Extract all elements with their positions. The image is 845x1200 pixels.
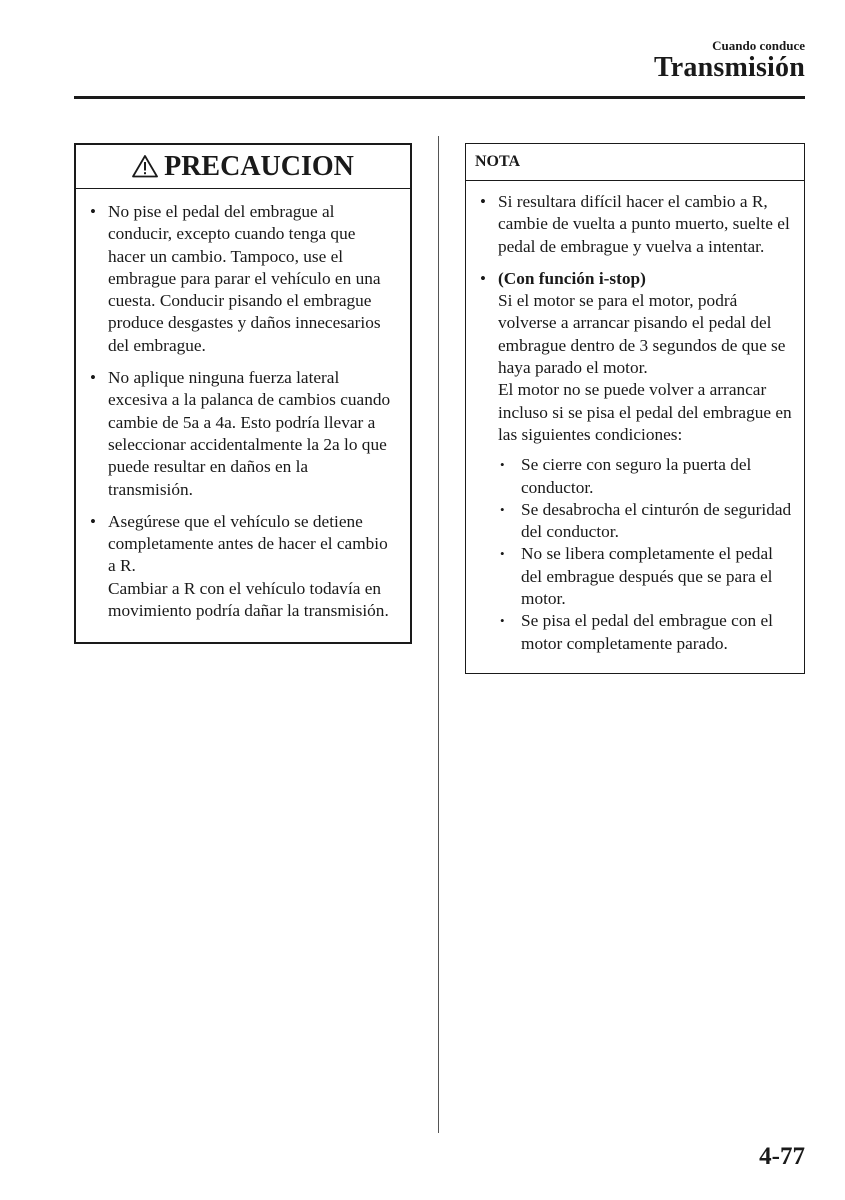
note-body xyxy=(466,181,804,673)
caution-item: • No pise el pedal del embrague al conducir, excepto cuando tenga que hacer un cambio. Tampoco, use el embrague para parar el vehículo en una cuesta. Conducir pisando el embrague produce desgastes y daños innecesarios del embrague. xyxy=(88,201,396,357)
section-name: Cuando conduce xyxy=(712,38,805,53)
caution-item-text: Cambiar a R con el vehículo todavía en movimiento podría dañar la transmisión. xyxy=(108,578,389,621)
note-item-title: • (Con función i-stop) xyxy=(498,268,646,288)
page-number: 4-77 xyxy=(759,1143,805,1170)
caution-body xyxy=(76,189,410,642)
note-subitem: • Se pisa el pedal del embrague con el motor completamente parado. xyxy=(498,610,794,655)
note-subitem: • Se desabrocha el cinturón de seguridad del conductor. xyxy=(498,499,794,544)
page-title: Transmisión xyxy=(653,52,805,83)
column-divider xyxy=(438,136,439,1133)
note-item xyxy=(478,268,794,655)
note-item: • Si resultara difícil hacer el cambio a R, cambie de vuelta a punto muerto, suelte el pedal de embrague y vuelva a intentar. xyxy=(478,191,794,258)
caution-title: PRECAUCION xyxy=(164,150,354,182)
caution-box xyxy=(74,143,412,644)
note-header: NOTA xyxy=(466,144,804,181)
note-item-text: Si el motor se para el motor, podrá volverse a arrancar pisando el pedal del embrague dentro de 3 segundos de que se haya parado el motor. xyxy=(498,291,786,378)
warning-triangle-icon xyxy=(132,154,158,178)
note-subitem: • Se cierre con seguro la puerta del conductor. xyxy=(498,454,794,499)
note-box xyxy=(465,143,805,674)
note-subitem: • No se libera completamente el pedal del embrague después que se para el motor. xyxy=(498,543,794,610)
caution-item-text: • Asegúrese que el vehículo se detiene completamente antes de hacer el cambio a R. xyxy=(108,511,388,576)
note-item-text: El motor no se puede volver a arrancar incluso si se pisa el pedal del embrague en las siguientes condiciones: xyxy=(498,380,792,444)
header-divider xyxy=(74,96,805,99)
caution-header xyxy=(76,145,410,189)
caution-item xyxy=(88,511,396,622)
caution-item: • No aplique ninguna fuerza lateral excesiva a la palanca de cambios cuando cambie de 5a a 4a. Esto podría llevar a seleccionar accidentalmente la 2a lo que puede resultar en daños en la transmisión. xyxy=(88,367,396,501)
